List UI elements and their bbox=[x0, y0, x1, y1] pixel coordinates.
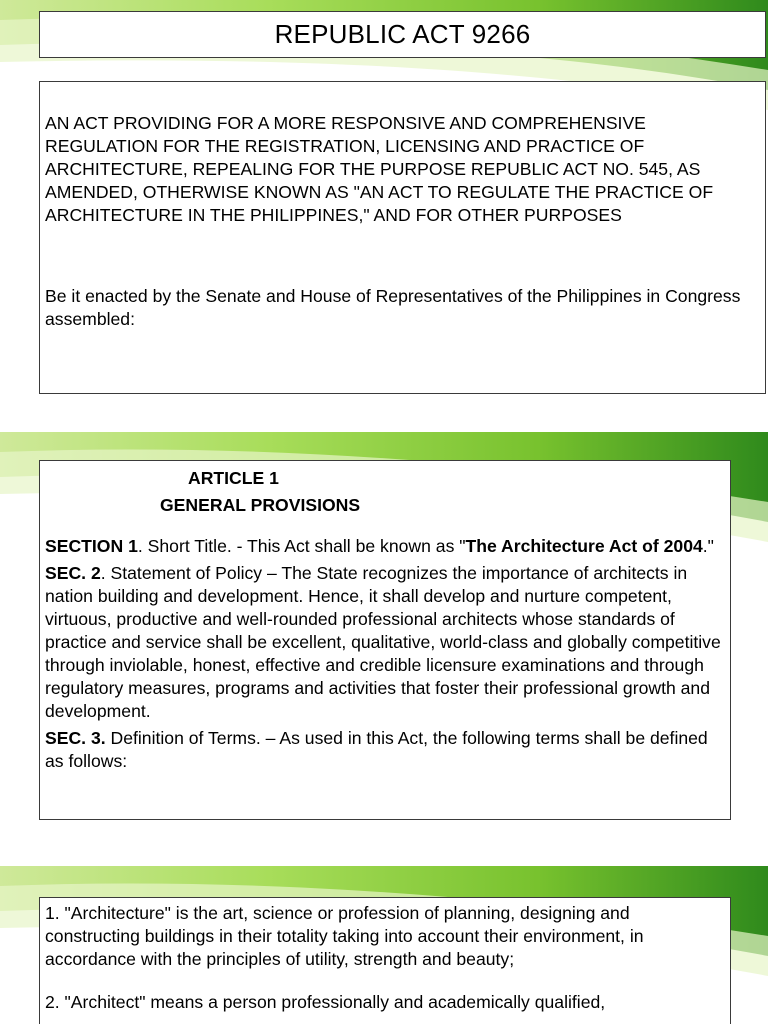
section-2-label: SEC. 2 bbox=[45, 563, 101, 583]
section-2 bbox=[45, 562, 722, 723]
slide-2 bbox=[0, 432, 768, 836]
page-title: REPUBLIC ACT 9266 bbox=[274, 19, 531, 49]
general-provisions-box bbox=[39, 460, 731, 820]
enactment-clause: Be it enacted by the Senate and House of Representatives of the Philippines in Congress assembled: bbox=[45, 286, 741, 329]
act-description-box bbox=[39, 81, 766, 394]
article-heading: ARTICLE 1 bbox=[188, 468, 279, 488]
slide-3 bbox=[0, 866, 768, 1024]
title-box bbox=[39, 11, 766, 58]
definition-architecture: 1. "Architecture" is the art, science or profession of planning, designing and constructing buildings in their totality taking into account their environment, in accordance with the principles of utility, strength and beauty; bbox=[45, 903, 644, 969]
section-1 bbox=[45, 535, 722, 558]
definitions-box bbox=[39, 897, 731, 1024]
section-3-label: SEC. 3. bbox=[45, 728, 106, 748]
section-3-text: Definition of Terms. – As used in this Act, the following terms shall be defined as follows: bbox=[45, 728, 708, 771]
article-title: GENERAL PROVISIONS bbox=[160, 495, 361, 515]
section-3 bbox=[45, 727, 722, 773]
section-1-text: . Short Title. - This Act shall be known as " bbox=[137, 536, 466, 556]
act-short-title: The Architecture Act of 2004 bbox=[465, 536, 703, 556]
section-1-end: ." bbox=[702, 536, 714, 556]
slide-1 bbox=[0, 0, 768, 420]
definition-architect: 2. "Architect" means a person professionally and academically qualified, bbox=[45, 992, 606, 1012]
act-description: AN ACT PROVIDING FOR A MORE RESPONSIVE AND COMPREHENSIVE REGULATION FOR THE REGISTRATION, LICENSING AND PRACTICE OF ARCHITECTURE, REPEALING FOR THE PURPOSE REPUBLIC ACT NO. 545, AS AMENDED, OTHERWISE KNOWN AS "AN ACT TO REGULATE THE PRACTICE OF ARCHITECTURE IN THE PHILIPPINES," AND FOR OTHER PURPOSES bbox=[45, 113, 714, 225]
section-1-label: SECTION 1 bbox=[45, 536, 138, 556]
section-2-text: . Statement of Policy – The State recognizes the importance of architects in nation building and development. Hence, it shall develop and nurture competent, virtuous, productive and well-rounded professional architects whose standards of practice and service shall be excellent, qualitative, world-class and globally competitive through inviolable, honest, effective and credible licensure examinations and through regulatory measures, programs and activities that foster their professional growth and development. bbox=[45, 563, 721, 721]
